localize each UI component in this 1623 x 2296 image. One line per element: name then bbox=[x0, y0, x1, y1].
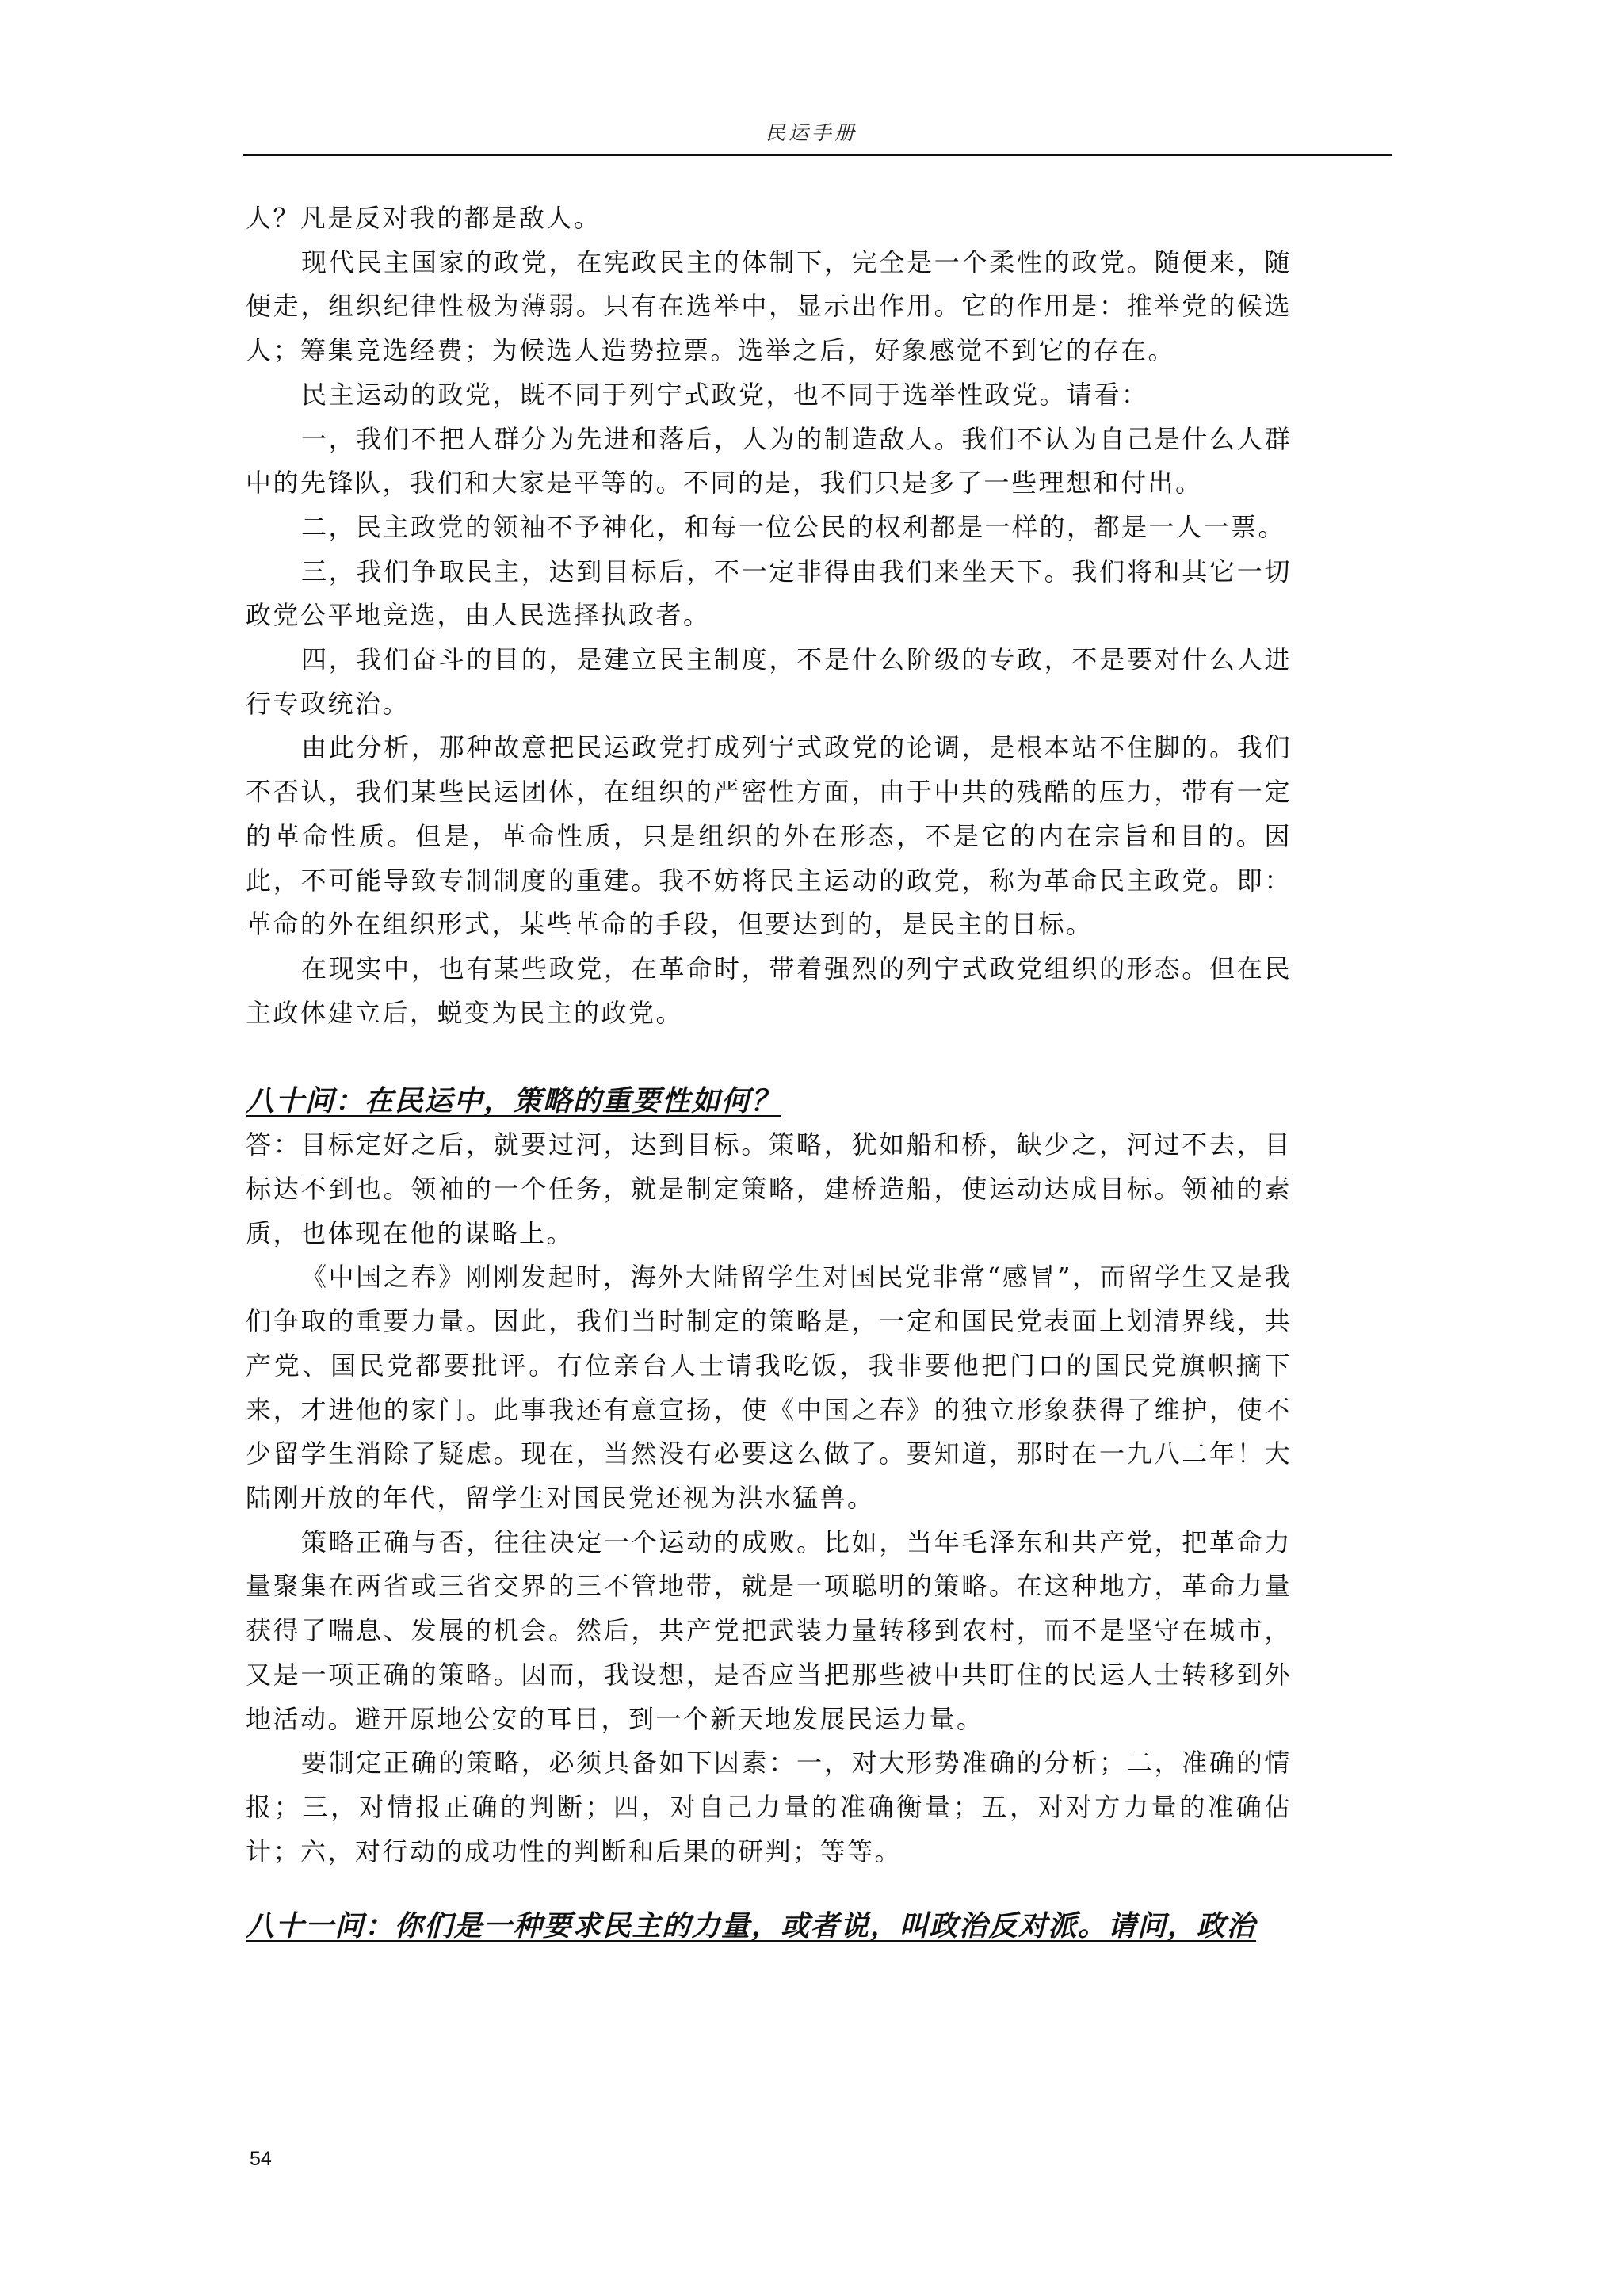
paragraph: 由此分析，那种故意把民运政党打成列宁式政党的论调，是根本站不住脚的。我们不否认，我们某些民运团体，在组织的严密性方面，由于中共的残酷的压力，带有一定的革命性质。但是，革命性质，只是组织的外在形态，不是它的内在宗旨和目的。因此，不可能导致专制制度的重建。我不妨将民主运动的政党，称为革命民主政党。即：革命的外在组织形式，某些革命的手段，但要达到的，是民主的目标。 bbox=[246, 732, 1292, 940]
paragraph: 二，民主政党的领袖不予神化，和每一位公民的权利都是一样的，都是一人一票。 bbox=[301, 511, 1286, 542]
paragraph: 三，我们争取民主，达到目标后，不一定非得由我们来坐天下。我们将和其它一切政党公平地竞选，由人民选择执政者。 bbox=[246, 556, 1292, 631]
paragraph: 策略正确与否，往往决定一个运动的成败。比如，当年毛泽东和共产党，把革命力量聚集在两省或三省交界的三不管地带，就是一项聪明的策略。在这种地方，革命力量获得了喘息、发展的机会。然后，共产党把武装力量转移到农村，而不是坚守在城市，又是一项正确的策略。因而，我设想，是否应当把那些被中共盯住的民运人士转移到外地活动。避开原地公安的耳目，到一个新天地发展民运力量。 bbox=[246, 1526, 1292, 1734]
answer-paragraph: 答：目标定好之后，就要过河，达到目标。策略，犹如船和桥，缺少之，河过不去，目标达不到也。领袖的一个任务，就是制定策略，建桥造船，使运动达成目标。领袖的素质，也体现在他的谋略上。 bbox=[246, 1129, 1292, 1248]
running-header: 民运手册 bbox=[765, 121, 857, 144]
paragraph: 要制定正确的策略，必须具备如下因素：一，对大形势准确的分析；二，准确的情报；三，对情报正确的判断；四，对自己力量的准确衡量；五，对对方力量的准确估计；六，对行动的成功性的判断和后果的研判；等等。 bbox=[246, 1748, 1292, 1866]
paragraph: 《中国之春》刚刚发起时，海外大陆留学生对国民党非常“感冒”，而留学生又是我们争取的重要力量。因此，我们当时制定的策略是，一定和国民党表面上划清界线，共产党、国民党都要批评。有位亲台人士请我吃饭，我非要他把门口的国民党旗帜摘下来，才进他的家门。此事我还有意宣扬，使《中国之春》的独立形象获得了维护，使不少留学生消除了疑虑。现在，当然没有必要这么做了。要知道，那时在一九八二年！大陆刚开放的年代，留学生对国民党还视为洪水猛兽。 bbox=[246, 1262, 1292, 1513]
header-divider bbox=[243, 154, 1392, 156]
paragraph: 一，我们不把人群分为先进和落后，人为的制造敌人。我们不认为自己是什么人群中的先锋队，我们和大家是平等的。不同的是，我们只是多了一些理想和付出。 bbox=[246, 423, 1292, 499]
paragraph: 在现实中，也有某些政党，在革命时，带着强烈的列宁式政党组织的形态。但在民主政体建立后，蜕变为民主的政党。 bbox=[246, 953, 1292, 1028]
page-body bbox=[246, 197, 1292, 1948]
paragraph: 人？凡是反对我的都是敌人。 bbox=[246, 203, 601, 233]
question-heading-80: 八十问：在民运中，策略的重要性如何？ bbox=[246, 1084, 781, 1118]
paragraph: 现代民主国家的政党，在宪政民主的体制下，完全是一个柔性的政党。随便来，随便走，组织纪律性极为薄弱。只有在选举中，显示出作用。它的作用是：推举党的候选人；筹集竞选经费；为候选人造势拉票。选举之后，好象感觉不到它的存在。 bbox=[246, 246, 1292, 366]
page-number: 54 bbox=[250, 2148, 272, 2170]
paragraph: 四，我们奋斗的目的，是建立民主制度，不是什么阶级的专政，不是要对什么人进行专政统治。 bbox=[246, 644, 1292, 719]
paragraph: 民主运动的政党，既不同于列宁式政党，也不同于选举性政党。请看： bbox=[301, 379, 1149, 410]
question-heading-81: 八十一问：你们是一种要求民主的力量，或者说，叫政治反对派。请问，政治 bbox=[246, 1909, 1257, 1943]
